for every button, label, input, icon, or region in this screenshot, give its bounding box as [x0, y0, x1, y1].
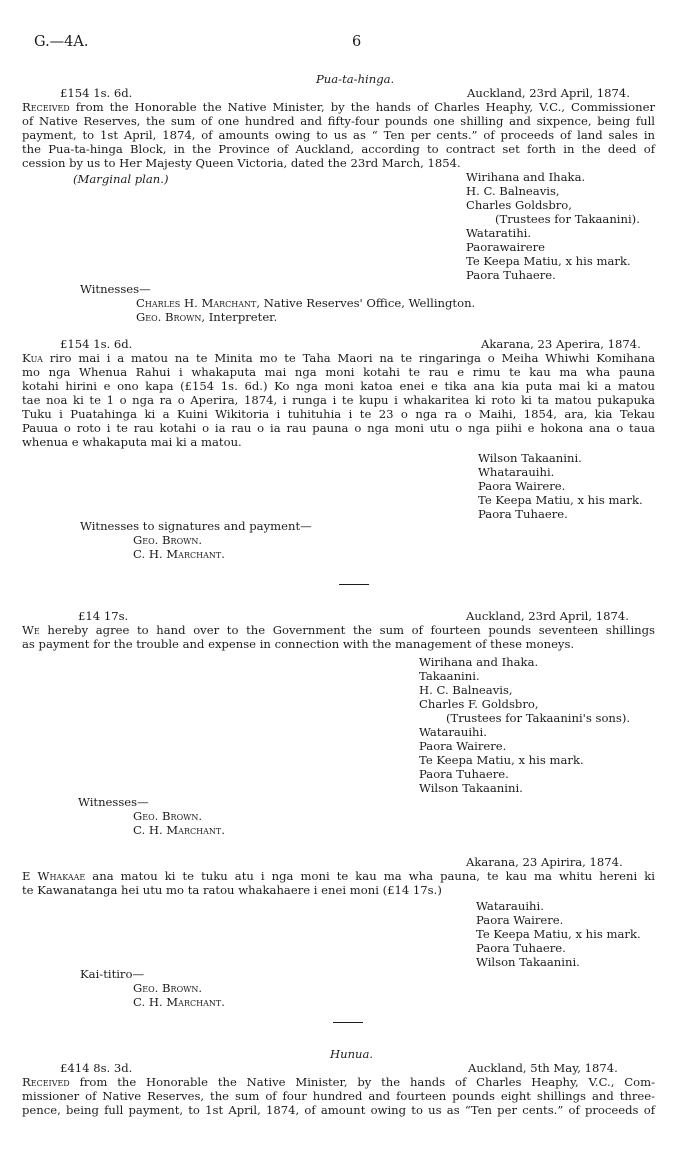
- signature-line: Paora Wairere.: [419, 739, 507, 753]
- signature-line: Wataratihi.: [466, 226, 532, 240]
- receipt-body-line: Received from the Honorable the Native Minister, by the hands of Charles Heaphy, V.C., Com-: [22, 1075, 655, 1089]
- witnesses-label: Witnesses—: [78, 795, 149, 809]
- signature-line: Charles Goldsbro,: [466, 198, 572, 212]
- receipt-date: Akarana, 23 Aperira, 1874.: [481, 337, 641, 351]
- document-reference: G.—4A.: [34, 34, 89, 50]
- signature-line: (Trustees for Takaanini).: [495, 212, 640, 226]
- signature-line: Takaanini.: [419, 669, 480, 683]
- signature-line: H. C. Balneavis,: [466, 184, 560, 198]
- receipt-body-line: Pauua o roto i te rau kotahi o ia rau o ia rau pauna o nga moni utu o nga piihi e hokona ana o taua: [22, 421, 655, 435]
- receipt-body-line: Received from the Honorable the Native Minister, by the hands of Charles Heaphy, V.C., Commissioner: [22, 100, 655, 114]
- signature-line: Wilson Takaanini.: [476, 955, 580, 969]
- signature-line: Wilson Takaanini.: [419, 781, 523, 795]
- signature-line: Paora Tuhaere.: [478, 507, 568, 521]
- signature-line: Te Keepa Matiu, x his mark.: [476, 927, 641, 941]
- receipt-date: Auckland, 5th May, 1874.: [468, 1061, 618, 1075]
- receipt-body-line: the Pua-ta-hinga Block, in the Province of Auckland, according to contract set forth in the deed of: [22, 142, 655, 156]
- witness-line: C. H. Marchant.: [133, 547, 225, 561]
- signature-line: Wirihana and Ihaka.: [466, 170, 586, 184]
- marginal-note: (Marginal plan.): [73, 172, 169, 186]
- signature-line: H. C. Balneavis,: [419, 683, 513, 697]
- signature-line: Paora Wairere.: [476, 913, 564, 927]
- receipt-body-line: te Kawanatanga hei utu mo ta ratou whakahaere i enei moni (£14 17s.): [22, 883, 442, 897]
- receipt-body-line: pence, being full payment, to 1st April, 1874, of amount owing to us as “Ten per cents.” of proceeds of: [22, 1103, 655, 1117]
- signature-line: Te Keepa Matiu, x his mark.: [466, 254, 631, 268]
- receipt-body-line: cession by us to Her Majesty Queen Victoria, dated the 23rd March, 1854.: [22, 156, 461, 170]
- receipt-body-line: payment, to 1st April, 1874, of amounts owing to us as “ Ten per cents.” of proceeds of land sales in: [22, 128, 655, 142]
- signature-line: Te Keepa Matiu, x his mark.: [478, 493, 643, 507]
- signature-line: Whatarauihi.: [478, 465, 555, 479]
- signature-line: Paora Tuhaere.: [419, 767, 509, 781]
- witness-line: Charles H. Marchant, Native Reserves' Office, Wellington.: [136, 296, 476, 310]
- witness-line: Geo. Brown.: [133, 981, 203, 995]
- lead-word: We: [22, 623, 40, 637]
- witness-line: Geo. Brown, Interpreter.: [136, 310, 278, 324]
- receipt-body-line: of Native Reserves, the sum of one hundred and fifty-four pounds one shilling and sixpence, being full: [22, 114, 655, 128]
- signature-line: Wirihana and Ihaka.: [419, 655, 539, 669]
- receipt-body-line: E Whakaae ana matou ki te tuku atu i nga moni te kau ma wha pauna, te kau ma whitu hereni ki: [22, 869, 655, 883]
- signature-line: Paora Tuhaere.: [466, 268, 556, 282]
- receipt-amount: £154 1s. 6d.: [60, 86, 133, 100]
- receipt-date: Auckland, 23rd April, 1874.: [466, 609, 629, 623]
- witness-line: Geo. Brown.: [133, 809, 203, 823]
- signature-line: Paorawairere: [466, 240, 545, 254]
- receipt-date: Akarana, 23 Apirira, 1874.: [466, 855, 623, 869]
- lead-word: Kua: [22, 351, 43, 365]
- signature-line: Watarauihi.: [476, 899, 544, 913]
- signature-line: Paora Tuhaere.: [476, 941, 566, 955]
- section-divider: [333, 1022, 363, 1023]
- witnesses-label: Witnesses to signatures and payment—: [80, 519, 312, 533]
- witnesses-label: Witnesses—: [80, 282, 151, 296]
- section-title-hunua: Hunua.: [330, 1047, 374, 1061]
- receipt-body-line: whenua e whakaputa mai ki a matou.: [22, 435, 242, 449]
- receipt-body-line: missioner of Native Reserves, the sum of four hundred and fourteen pounds eight shillings and three-: [22, 1089, 655, 1103]
- receipt-body-line: mo nga Whenua Rahui i whakaputa mai nga moni kotahi te rau e rimu te kau ma wha pauna: [22, 365, 655, 379]
- receipt-amount: £154 1s. 6d.: [60, 337, 133, 351]
- lead-word: E Whakaae: [22, 869, 86, 883]
- signature-line: Wilson Takaanini.: [478, 451, 582, 465]
- receipt-amount: £414 8s. 3d.: [60, 1061, 133, 1075]
- section-title-pua-ta-hinga: Pua-ta-hinga.: [316, 72, 395, 86]
- receipt-body-line: kotahi hirini e ono kapa (£154 1s. 6d.) Ko nga moni katoa enei e tika ana kia puta mai ki a matou: [22, 379, 655, 393]
- signature-line: Te Keepa Matiu, x his mark.: [419, 753, 584, 767]
- receipt-body-line: We hereby agree to hand over to the Government the sum of fourteen pounds seventeen shillings: [22, 623, 655, 637]
- receipt-body-line: as payment for the trouble and expense in connection with the management of these moneys.: [22, 637, 575, 651]
- witnesses-label: Kai-titiro—: [80, 967, 145, 981]
- receipt-body-line: tae noa ki te 1 o nga ra o Aperira, 1874, i runga i te kupu i whakaritea ki roto ki ta matou pukapuka: [22, 393, 655, 407]
- receipt-date: Auckland, 23rd April, 1874.: [467, 86, 630, 100]
- lead-word: Received: [22, 100, 70, 114]
- receipt-body-line: Tuku i Puatahinga ki a Kuini Wikitoria i tuhituhia i te 23 o nga ra o Maihi, 1854, ara, kia Tekau: [22, 407, 655, 421]
- witness-line: Geo. Brown.: [133, 533, 203, 547]
- signature-line: Charles F. Goldsbro,: [419, 697, 539, 711]
- signature-line: Watarauihi.: [419, 725, 487, 739]
- witness-line: C. H. Marchant.: [133, 823, 225, 837]
- receipt-amount: £14 17s.: [78, 609, 129, 623]
- witness-line: C. H. Marchant.: [133, 995, 225, 1009]
- page-number: 6: [352, 34, 362, 50]
- lead-word: Received: [22, 1075, 70, 1089]
- signature-line: Paora Wairere.: [478, 479, 566, 493]
- signature-line: (Trustees for Takaanini's sons).: [446, 711, 631, 725]
- section-divider: [339, 584, 369, 585]
- receipt-body-line: Kua riro mai i a matou na te Minita mo te Taha Maori na te ringaringa o Meiha Whiwhi Komihana: [22, 351, 655, 365]
